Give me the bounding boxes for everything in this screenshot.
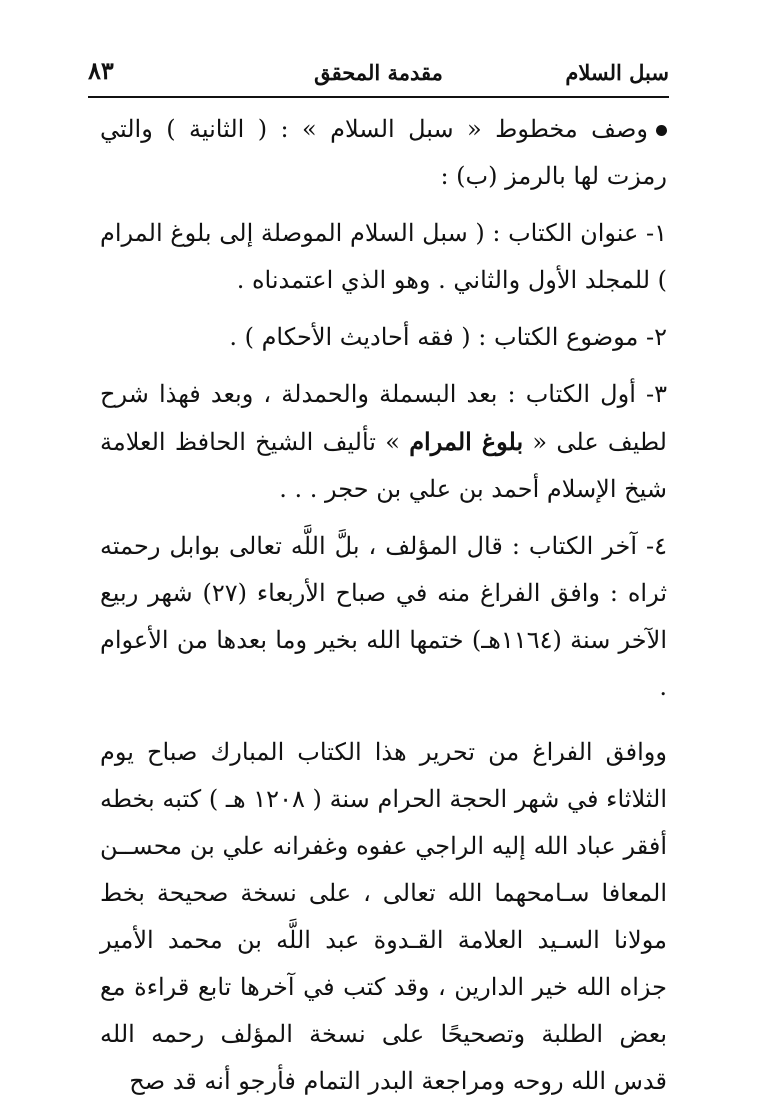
paragraph-book-end: ٤- آخر الكتاب : قال المؤلف ، بلَّ اللَّه تعالى بوابل رحمته ثراه : وافق الفراغ منه في صباح الأربعاء (٢٧) شهر ربيع الآخر سنة (١١٦٤هـ) ختمها الله بخير وما بعدها من الأعوام . [100, 532, 667, 701]
paragraph-text: وصف مخطوط « سبل السلام » : ( الثانية ) والتي رمزت لها بالرمز (ب) : [100, 115, 667, 190]
running-section-title: مقدمة المحقق [314, 60, 443, 85]
bullet-icon [656, 125, 667, 136]
paragraph-colophon: ووافق الفراغ من تحرير هذا الكتاب المبارك صباح يوم الثلاثاء في شهر الحجة الحرام سنة ( ١٢٠٨ هـ ) كتبه بخطه أفقر عباد الله إليه الراجي عفوه وغفرانه علي بن محســن المعافا سـامحهما الله تعالى ، على نسخة صحيحة بخط مولانا السـيد العلامة القـدوة عبد اللَّه بن محمد الأمير جزاه الله خير الدارين ، وقد كتب في آخرها تابع قراءة مع بعض الطلبة وتصحيحًا على نسخة المؤلف رحمه الله قدس الله روحه ومراجعة البدر التمام فأرجو أنه قد صح [100, 738, 667, 1095]
paragraph-book-title: ١- عنوان الكتاب : ( سبل السلام الموصلة إلى بلوغ المرام ) للمجلد الأول والثاني . وهو الذي اعتمدناه . [100, 219, 667, 294]
page-number: ٨٣ [88, 56, 114, 85]
running-book-title: سبل السلام [565, 60, 669, 85]
paragraph-text: » تأليف الشيخ الحافظ العلامة شيخ الإسلام أحمد بن علي بن حجر . . . [100, 428, 667, 503]
paragraph-book-beginning [100, 371, 667, 513]
paragraph-text: ٣- أول الكتاب : بعد البسملة والحمدلة ، وبعد فهذا شرح لطيف على « [100, 380, 667, 456]
header-rule [88, 96, 669, 98]
page-body [100, 106, 667, 1115]
paragraph-manuscript-description [100, 106, 667, 200]
bold-title: بلوغ المرام [409, 427, 524, 456]
paragraph-book-subject: ٢- موضوع الكتاب : ( فقه أحاديث الأحكام ) . [229, 323, 667, 351]
page-header [88, 50, 669, 92]
